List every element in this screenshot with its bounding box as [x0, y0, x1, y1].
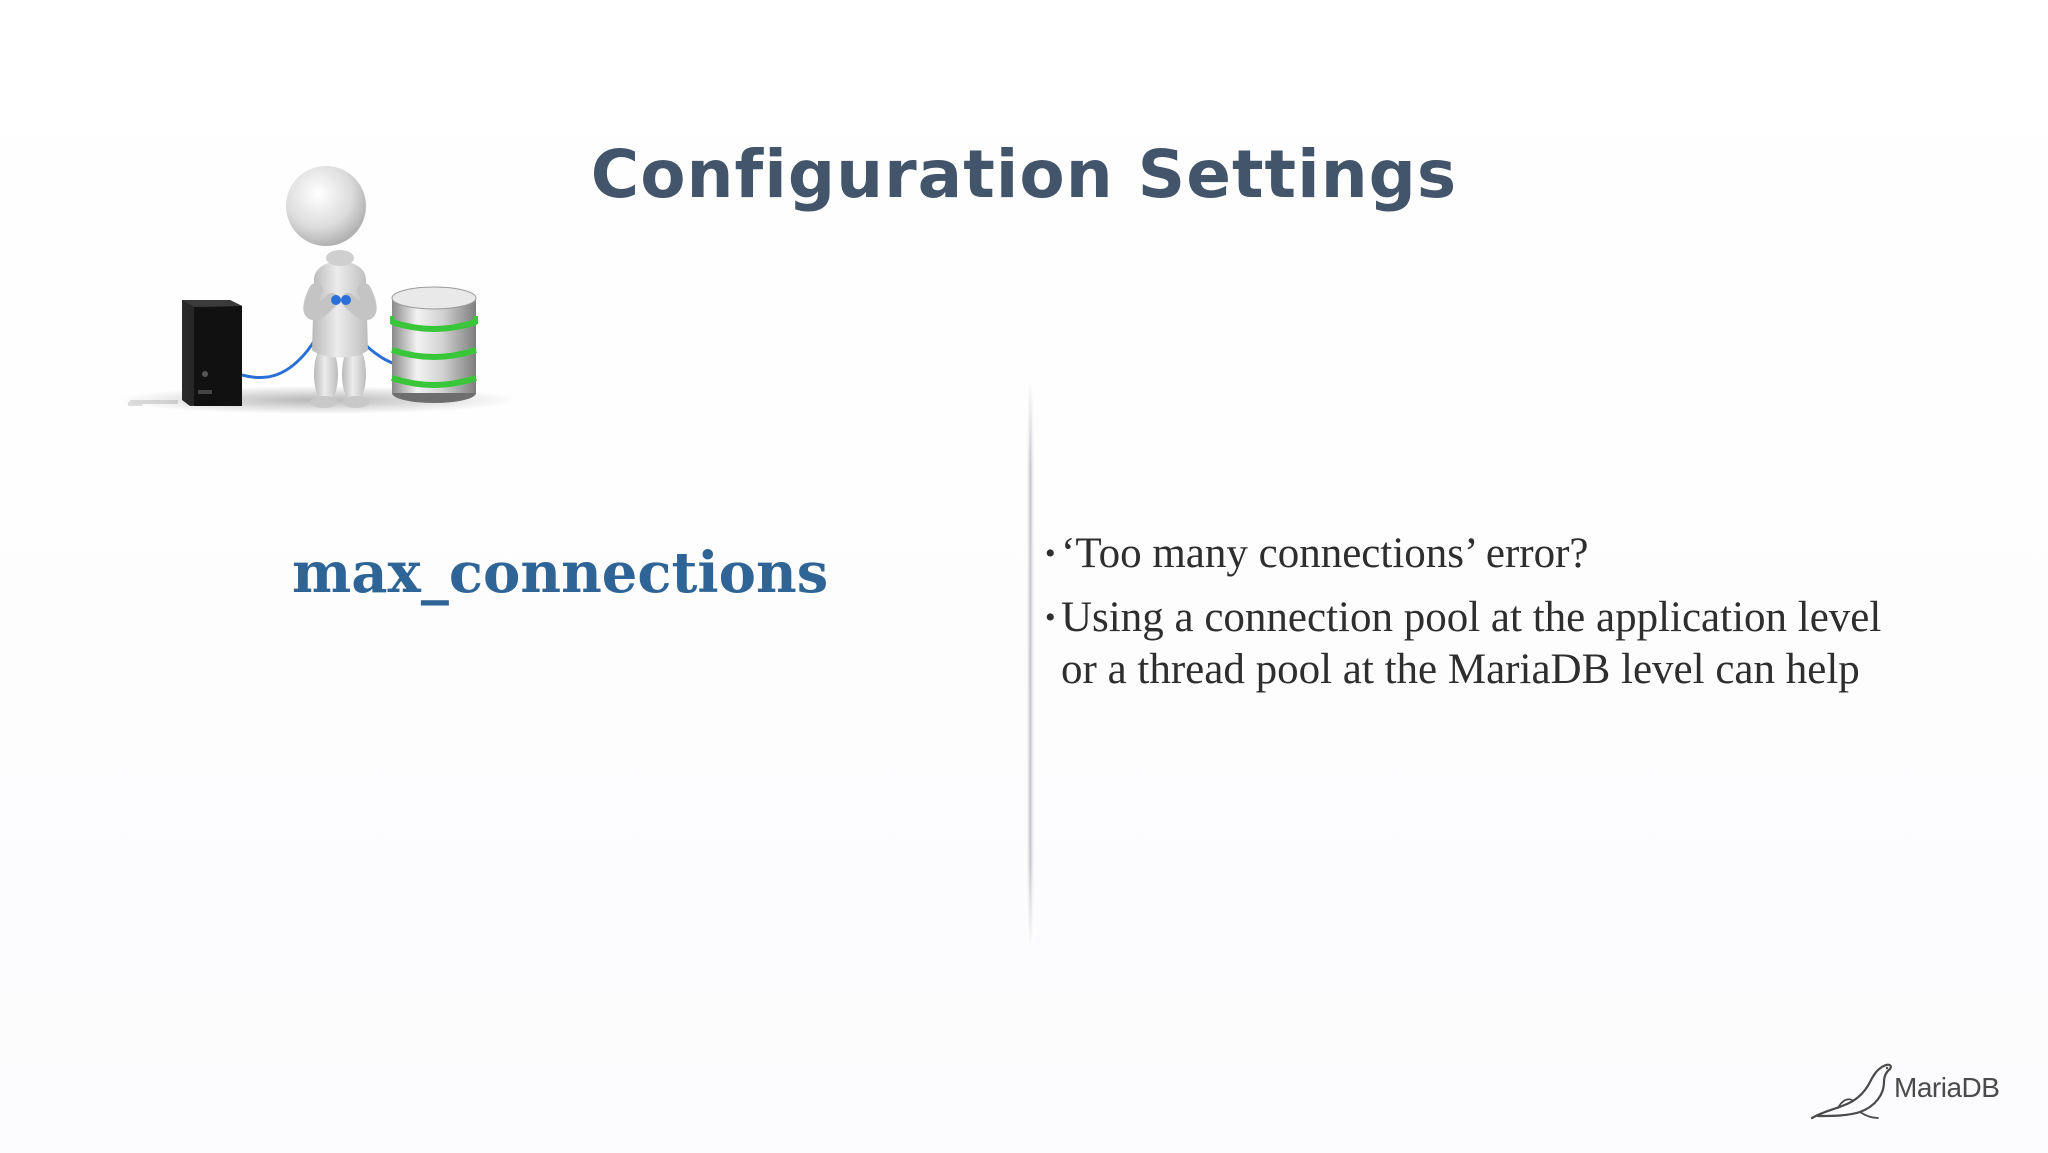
bullet-dot-icon: •: [1045, 601, 1056, 634]
bullet-text: Using a connection pool at the application level or a thread pool at the MariaDB level can help: [1061, 594, 1882, 693]
mariadb-logo: [1808, 1060, 2008, 1120]
setting-name-heading: max_connections: [292, 540, 829, 606]
bullet-list: [1045, 528, 1925, 708]
person-connecting-server-to-database-icon: [118, 150, 518, 420]
slide-title-text: Configuration Settings: [590, 136, 1458, 213]
bullet-item: [1045, 528, 1925, 580]
bullet-text: ‘Too many connections’ error?: [1061, 530, 1589, 577]
sea-lion-logo-icon: [1808, 1060, 1898, 1120]
bullet-dot-icon: •: [1045, 537, 1056, 570]
bullet-item: [1045, 592, 1925, 696]
logo-text: MariaDB: [1894, 1072, 2000, 1103]
vertical-divider: [1027, 385, 1035, 945]
